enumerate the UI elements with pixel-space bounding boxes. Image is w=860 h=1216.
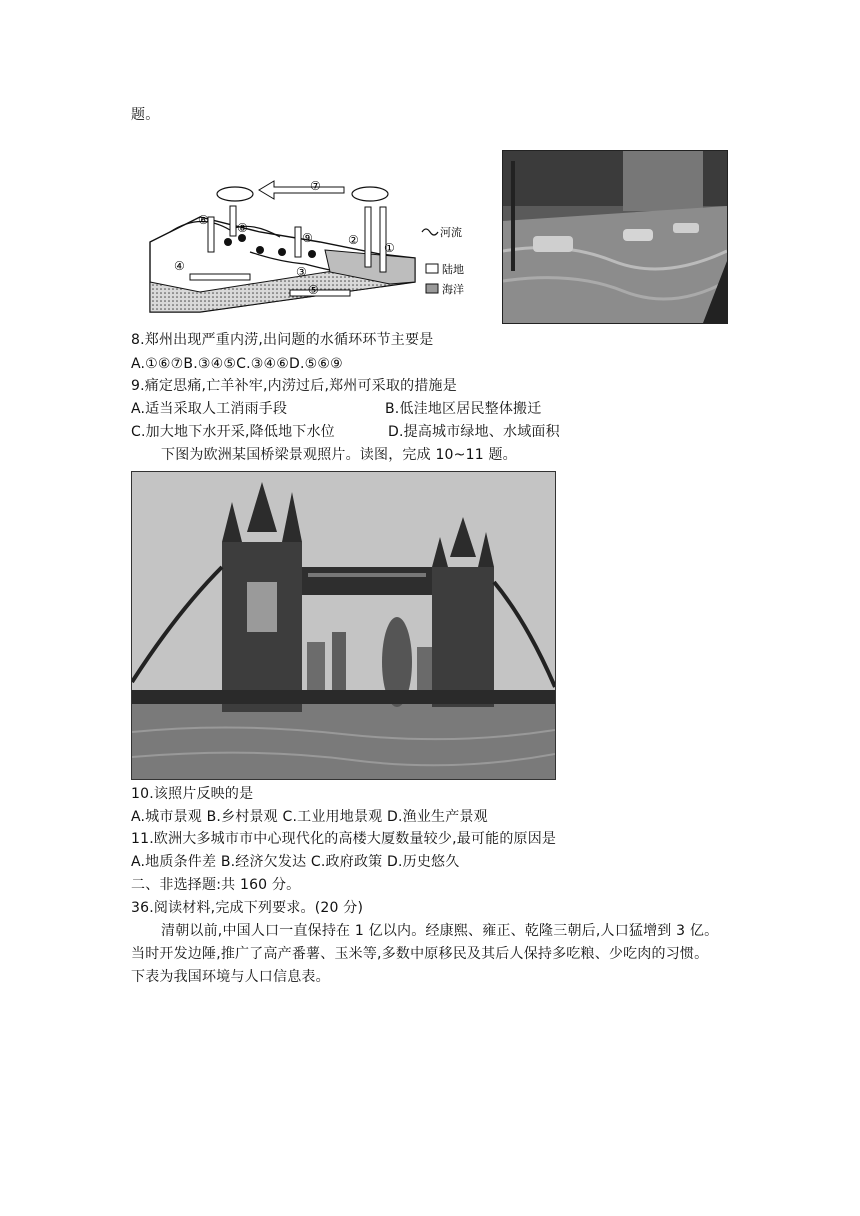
diagram-label-7: ⑦ [310, 179, 321, 193]
legend-land: 陆地 [442, 263, 464, 276]
q8-options: A.①⑥⑦B.③④⑤C.③④⑥D.⑤⑥⑨ [131, 356, 343, 372]
q36-paragraph-2: 当时开发边陲,推广了高产番薯、玉米等,多数中原移民及其后人保持多吃粮、少吃肉的习惯。 [131, 946, 709, 962]
q9-option-c: C.加大地下水开采,降低地下水位 [131, 424, 335, 440]
q10-options: A.城市景观 B.乡村景观 C.工业用地景观 D.渔业生产景观 [131, 809, 488, 825]
diagram-label-6: ⑥ [198, 213, 209, 227]
q8-stem: 8.郑州出现严重内涝,出问题的水循环环节主要是 [131, 332, 434, 348]
section-2-heading: 二、非选择题:共 160 分。 [131, 877, 301, 893]
q11-options: A.地质条件差 B.经济欠发达 C.政府政策 D.历史悠久 [131, 854, 460, 870]
text-fragment: 题。 [131, 107, 160, 123]
diagram-label-9: ⑨ [302, 231, 313, 245]
diagram-label-1: ① [384, 241, 395, 255]
flood-street-photo [502, 150, 728, 324]
land-legend-icon [426, 264, 438, 273]
q36-stem: 36.阅读材料,完成下列要求。(20 分) [131, 900, 364, 916]
diagram-label-8: ⑧ [237, 221, 248, 235]
q10-stem: 10.该照片反映的是 [131, 786, 254, 802]
q9-option-d: D.提高城市绿地、水域面积 [388, 424, 560, 440]
q36-paragraph-1: 清朝以前,中国人口一直保持在 1 亿以内。经康熙、雍正、乾隆三朝后,人口猛增到 3 亿。 [161, 923, 719, 939]
diagram-label-5: ⑤ [308, 283, 319, 297]
water-cycle-diagram [140, 172, 498, 317]
legend-river: 河流 [440, 226, 462, 239]
intro-10-11: 下图为欧洲某国桥梁景观照片。读图，完成 10~11 题。 [161, 447, 517, 463]
ocean-legend-icon [426, 284, 438, 293]
q36-paragraph-3: 下表为我国环境与人口信息表。 [131, 969, 330, 985]
river-legend-icon [422, 229, 438, 235]
diagram-label-2: ② [348, 233, 359, 247]
q9-option-a: A.适当采取人工消雨手段 [131, 401, 288, 417]
legend-ocean: 海洋 [442, 283, 464, 296]
q11-stem: 11.欧洲大多城市市中心现代化的高楼大厦数量较少,最可能的原因是 [131, 831, 557, 847]
tower-bridge-photo [131, 471, 556, 780]
diagram-label-3: ③ [296, 265, 307, 279]
diagram-label-4: ④ [174, 259, 185, 273]
q9-stem: 9.痛定思痛,亡羊补牢,内涝过后,郑州可采取的措施是 [131, 378, 457, 394]
q9-option-b: B.低洼地区居民整体搬迁 [385, 401, 542, 417]
